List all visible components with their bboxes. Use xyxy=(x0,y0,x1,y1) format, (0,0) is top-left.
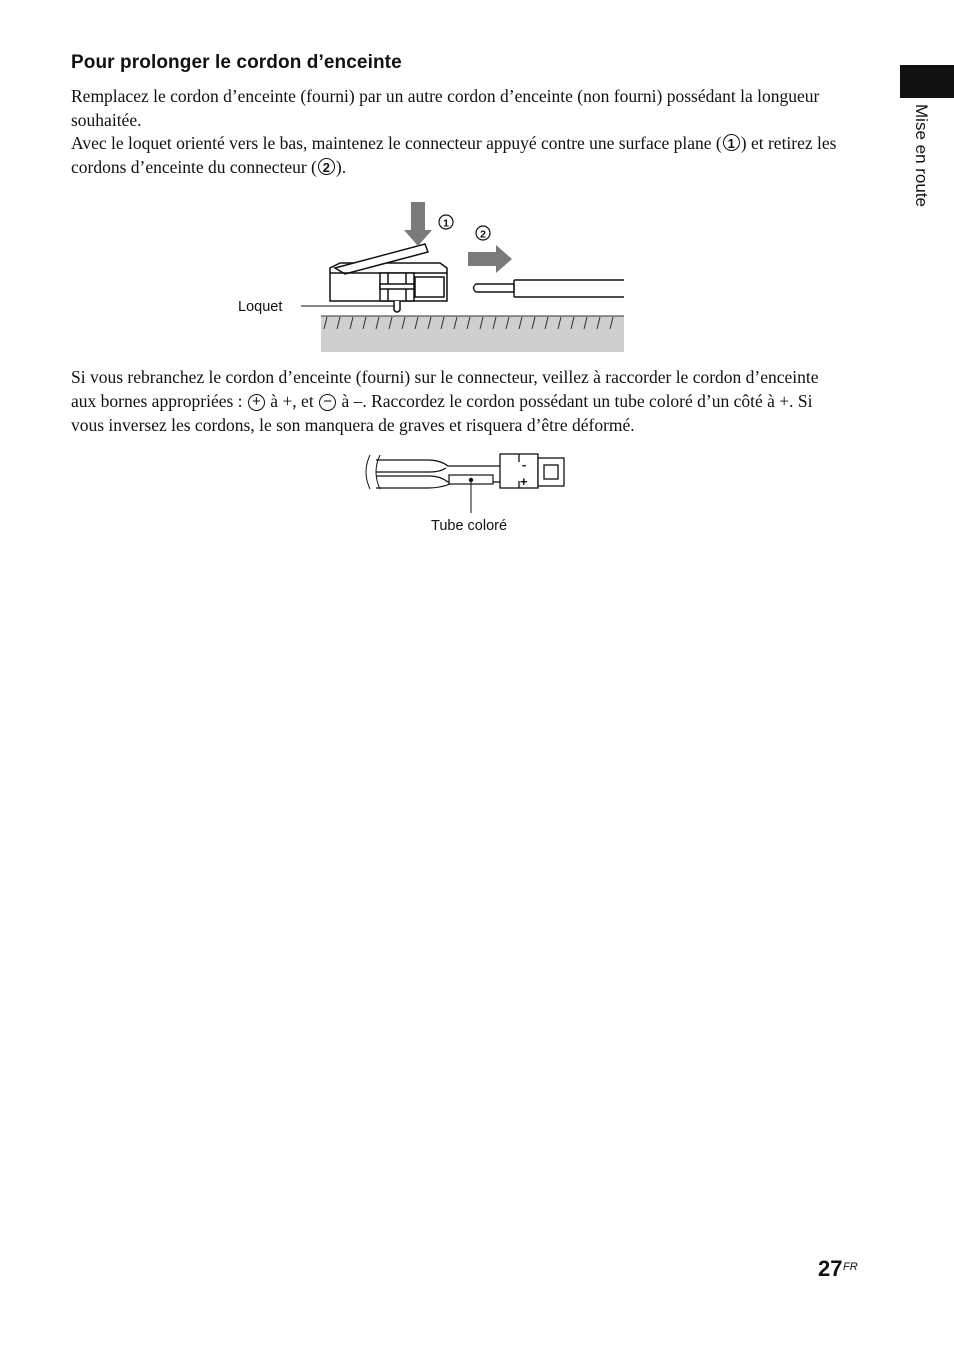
minus-symbol-icon: − xyxy=(319,394,336,411)
page-number: 27 xyxy=(818,1256,843,1281)
para2-text-2: ) et retirez les cordons d’enceinte du connecteur ( xyxy=(71,133,837,177)
figure-step-2-marker: 2 xyxy=(480,228,486,241)
para3-text-3: à –. Raccordez le cordon possédant un tube coloré d’un côté à +. Si vous inversez les cordons, le son manquera de graves et risquera d’être déformé. xyxy=(71,391,813,435)
section-title: Pour prolonger le cordon d’enceinte xyxy=(71,52,402,73)
para2-text-1: Avec le loquet orienté vers le bas, maintenez le connecteur appuyé contre une surface plane ( xyxy=(71,133,722,153)
terminal-minus-mark: - xyxy=(522,457,527,472)
para3-text-1: Si vous rebranchez le cordon d’enceinte (fourni) sur le connecteur, veillez à raccorder le cordon d’enceinte aux bornes appropriées : xyxy=(71,367,819,411)
tube-label: Tube coloré xyxy=(431,518,508,534)
para3-text-2: à +, et xyxy=(265,391,319,411)
figure-step-1-marker: 1 xyxy=(443,217,449,230)
terminal-plus-mark: + xyxy=(520,474,528,489)
step-2-marker: 2 xyxy=(318,158,335,175)
side-tab-text: Mise en route xyxy=(912,104,931,207)
page-language-code: FR xyxy=(843,1261,858,1273)
para2-text-3: ). xyxy=(335,157,347,177)
paragraph-intro: Remplacez le cordon d’enceinte (fourni) par un autre cordon d’enceinte (non fourni) possédant la longueur souhaitée. xyxy=(71,86,820,130)
terminal-connector xyxy=(500,454,564,488)
latch-label: Loquet xyxy=(238,299,283,315)
step-1-marker: 1 xyxy=(723,134,740,151)
plus-symbol-icon: + xyxy=(248,394,265,411)
